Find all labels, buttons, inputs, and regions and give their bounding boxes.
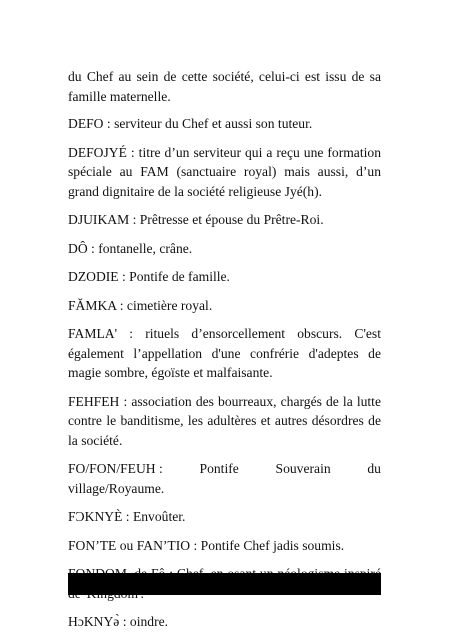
- fo-word-pontife: Pontife: [199, 461, 239, 476]
- glossary-entry-hoknye: HɔKNYə̀ : oindre.: [68, 614, 169, 629]
- glossary-entry-fo: [68, 459, 381, 498]
- glossary-entry-defo: DEFO : serviteur du Chef et aussi son tuteur.: [68, 116, 313, 131]
- glossary-entry-fonte: FON’TE ou FAN’TIO : Pontife Chef jadis soumis.: [68, 537, 345, 553]
- fo-word-souverain: Souverain: [275, 461, 331, 476]
- glossary-entry-djuikam: DJUIKAM : Prêtresse et épouse du Prêtre-Roi.: [68, 212, 324, 227]
- glossary-entry-do: DÔ : fontanelle, crâne.: [68, 240, 193, 256]
- glossary-entry-fo-line2: village/Royaume.: [68, 480, 165, 496]
- glossary-entry-fo-line1: [68, 459, 381, 479]
- glossary-body: [68, 67, 381, 641]
- glossary-entry-famla: FAMLA' : rituels d’ensorcellement obscurs. C'est également l’appellation d'une confrérie d'adeptes de magie sombre, égoïste et malfaisante.: [68, 326, 381, 380]
- glossary-entry-fehfeh: FEHFEH : association des bourreaux, chargés de la lutte contre le banditisme, les adultères et autres désordres de la société.: [68, 393, 381, 448]
- glossary-entry-foknye: FƆKNYÈ : Envoûter.: [68, 509, 186, 524]
- glossary-entry-famka: FǍMKA : cimetière royal.: [68, 297, 213, 313]
- glossary-entry-continuation: du Chef au sein de cette société, celui-ci est issu de sa famille maternelle.: [68, 69, 381, 104]
- fo-term: FO/FON/FEUH :: [68, 461, 163, 476]
- footer-bar: [68, 573, 381, 595]
- fo-word-du: du: [367, 461, 381, 476]
- glossary-entry-dzodie: DZODIE : Pontife de famille.: [68, 269, 230, 284]
- glossary-entry-defojye: DEFOJYÉ : titre d’un serviteur qui a reçu une formation spéciale au FAM (sanctuaire royal) mais aussi, d’un grand dignitaire de la société religieuse Jyé(h).: [68, 144, 381, 199]
